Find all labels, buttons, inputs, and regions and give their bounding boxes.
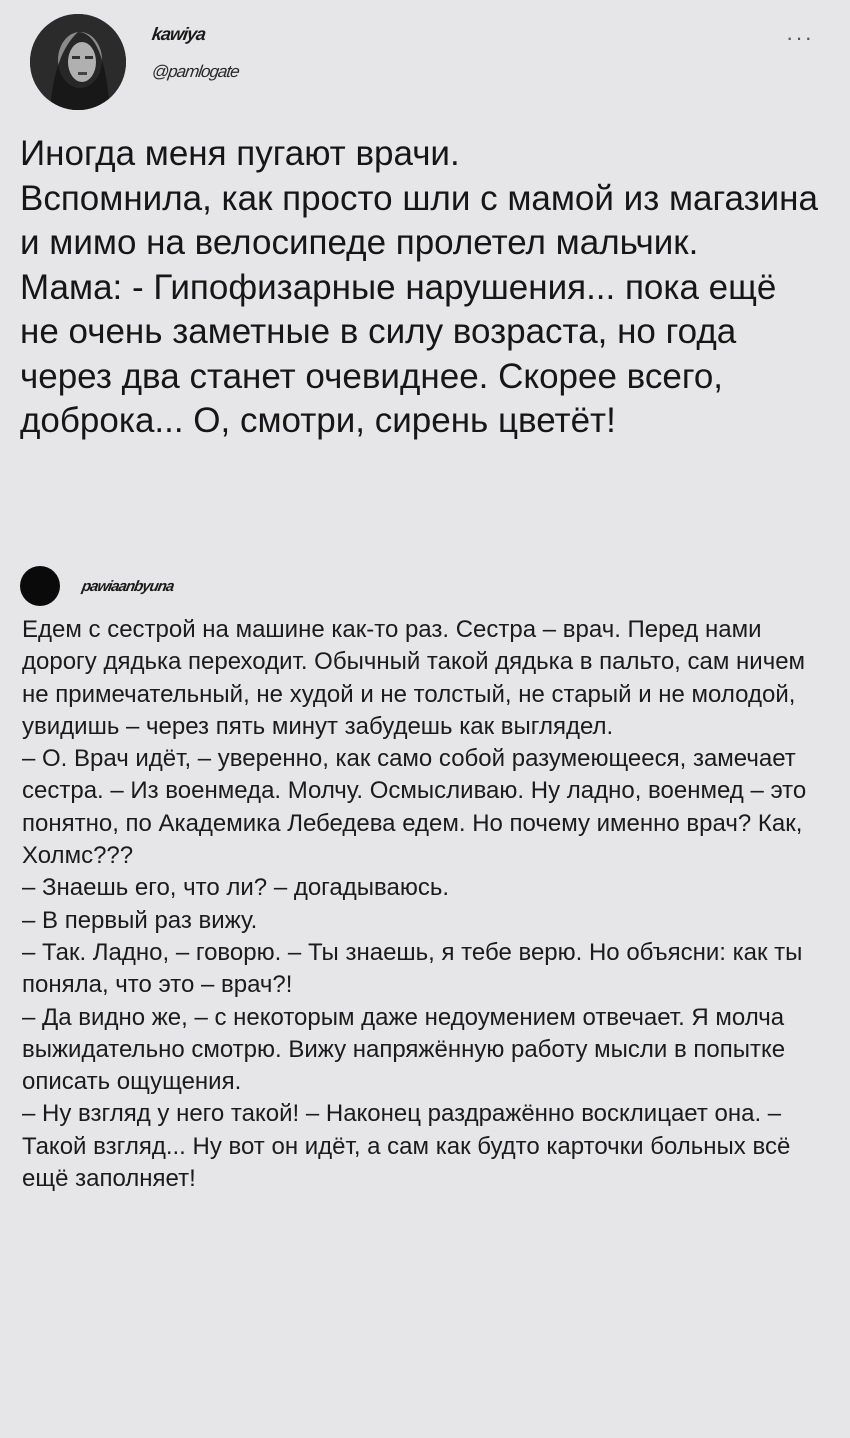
quoted-paragraph: – Знаешь его, что ли? – догадываюсь.	[22, 874, 450, 902]
quoted-paragraph: – Да видно же, – с некоторым даже недоумением отвечает. Я молча выжидательно смотрю. Вижу напряжённую работу мысли в попытке описать ощущения.	[22, 1003, 786, 1096]
post-line: Иногда меня пугают врачи.	[20, 134, 460, 173]
quoted-author-avatar[interactable]	[20, 566, 60, 606]
post-line: Вспомнила, как просто шли с мамой из магазина и мимо на велосипеде пролетел мальчик.	[20, 178, 818, 262]
author-avatar[interactable]	[30, 14, 126, 110]
quoted-paragraph: – Ну взгляд у него такой! – Наконец раздражённо восклицает она. – Такой взгляд... Ну вот он идёт, а сам как будто карточки больных всё ещё заполняет!	[22, 1100, 791, 1193]
quoted-author-name[interactable]: pawiaanbyuna	[80, 578, 175, 595]
avatar-icon	[30, 14, 126, 110]
quoted-paragraph: – О. Врач идёт, – уверенно, как само собой разумеющееся, замечает сестра. – Из военмеда. Молчу. Осмысливаю. Ну ладно, военмед – это понятно, по Академика Лебедева едем. Но почему именно врач? Как, Холмс???	[22, 745, 807, 870]
more-dots-icon[interactable]: ···	[786, 25, 814, 50]
quoted-post-header	[20, 562, 830, 608]
post-line: Мама: - Гипофизарные нарушения... пока ещё не очень заметные в силу возраста, но года через два станет очевиднее. Скорее всего, доброка... О, смотри, сирень цветёт!	[20, 267, 777, 440]
post-header	[30, 14, 820, 114]
quoted-paragraph: – В первый раз вижу.	[22, 906, 258, 934]
author-name[interactable]: kawiya	[150, 24, 207, 44]
quoted-paragraph: – Так. Ладно, – говорю. – Ты знаешь, я тебе верю. Но объясни: как ты поняла, что это – врач?!	[22, 938, 803, 999]
quoted-post-body	[22, 614, 830, 1195]
post-body	[20, 132, 820, 444]
quoted-paragraph: Едем с сестрой на машине как-то раз. Сестра – врач. Перед нами дорогу дядька переходит. Обычный такой дядька в пальто, сам ничем не примечательный, не худой и не толстый, не старый и не молодой, увидишь – через пять минут забудешь как выглядел.	[22, 616, 806, 740]
quoted-post[interactable]	[20, 562, 830, 1193]
author-handle[interactable]: @pamlogate	[150, 62, 241, 81]
